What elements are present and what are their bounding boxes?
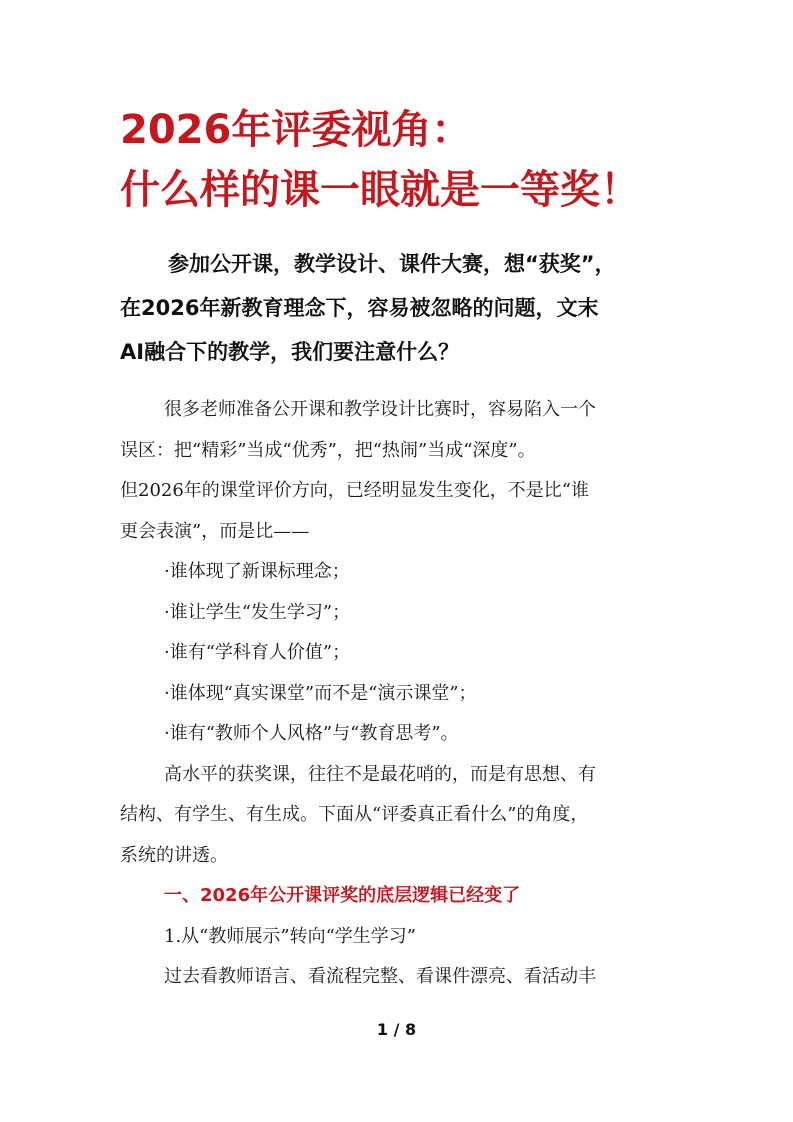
body-text — [120, 390, 680, 998]
bullet-item: ·谁有“教师个人风格”与“教育思考”。 — [164, 723, 459, 744]
bullet-item: ·谁体现了新课标理念； — [164, 561, 350, 582]
summary-line-2: 结构、有学生、有生成。下面从“评委真正看什么”的角度， — [120, 804, 589, 825]
intro-line-1: 很多老师准备公开课和教学设计比赛时，容易陷入一个 — [164, 399, 596, 420]
document-title — [120, 100, 720, 220]
bullet-item: ·谁让学生“发生学习”； — [164, 601, 351, 623]
title-line-1: 2026年评委视角： — [120, 107, 472, 153]
section-text-line: 过去看教师语言、看流程完整、看课件漂亮、看活动丰 — [164, 966, 596, 987]
summary-line-1: 高水平的获奖课，往往不是最花哨的，而是有思想、有 — [164, 763, 596, 785]
intro-line-2: 误区：把“精彩”当成“优秀”，把“热闹”当成“深度”。 — [120, 439, 536, 461]
lead-line-1: 参加公开课，教学设计、课件大赛，想“获奖”， — [168, 252, 616, 276]
summary-line-3: 系统的讲透。 — [120, 844, 228, 866]
bullet-item: ·谁有“学科育人价值”； — [164, 642, 351, 663]
section-subheading: 1.从“教师展示”转向“学生学习” — [164, 925, 416, 947]
lead-paragraph — [120, 242, 680, 374]
lead-line-3: AI融合下的教学，我们要注意什么？ — [120, 340, 460, 364]
intro-line-4: 更会表演”，而是比—— — [120, 520, 310, 542]
lead-line-2: 在2026年新教育理念下，容易被忽略的问题，文末 — [120, 296, 599, 320]
bullet-item: ·谁体现“真实课堂”而不是“演示课堂”； — [164, 682, 477, 704]
title-line-2: 什么样的课一眼就是一等奖！ — [120, 167, 640, 213]
page-number: 1 / 8 — [376, 1020, 417, 1039]
intro-line-3: 但2026年的课堂评价方向，已经明显发生变化，不是比“谁 — [120, 480, 590, 501]
section-heading: 一、2026年公开课评奖的底层逻辑已经变了 — [164, 885, 521, 906]
